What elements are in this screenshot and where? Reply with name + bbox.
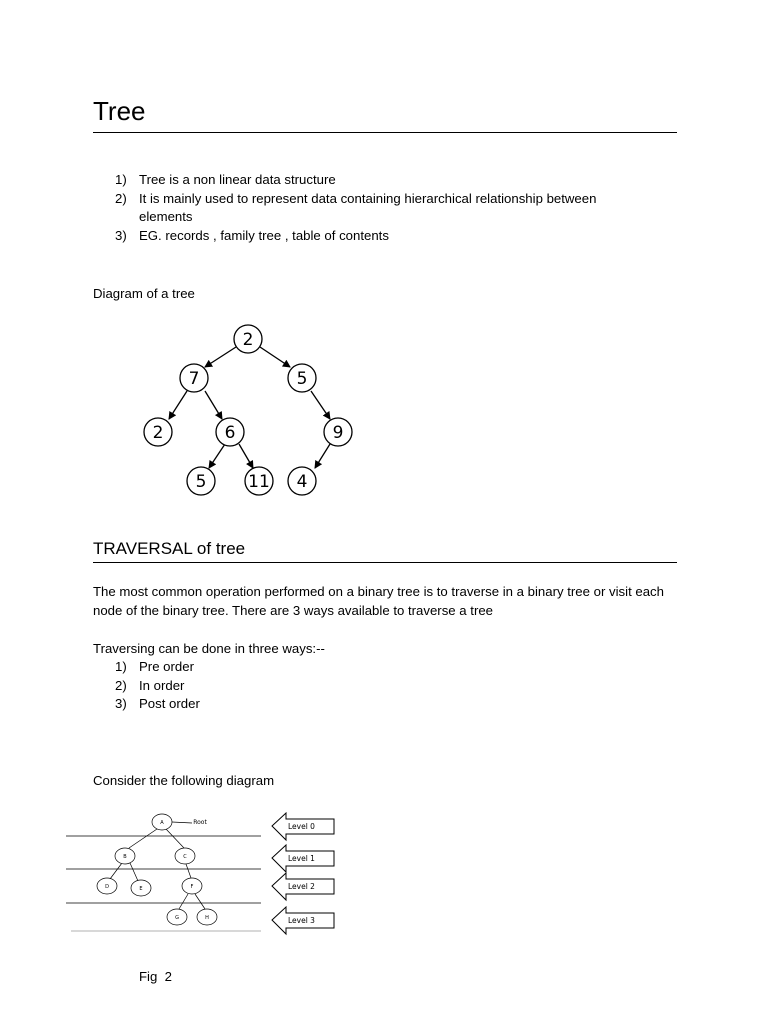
fig-edge (166, 829, 184, 848)
list-text: In order (139, 678, 185, 693)
section-rule (93, 562, 677, 563)
fig-edge (186, 864, 191, 878)
tree-node-label: 7 (188, 369, 200, 389)
tree-node-label: 11 (248, 472, 270, 492)
fig-node-label: G (175, 915, 179, 921)
consider-caption: Consider the following diagram (93, 773, 275, 788)
root-label: Root (193, 819, 207, 826)
tree-edge (205, 347, 236, 367)
list-number: 2) (115, 191, 127, 206)
fig-node-label: A (160, 820, 164, 826)
tree-edge (239, 444, 253, 468)
list-text: It is mainly used to represent data containing hierarchical relationship between elements (139, 191, 597, 224)
section-heading: TRAVERSAL of tree (93, 539, 246, 558)
list-number: 1) (115, 172, 127, 187)
tree-edge (315, 444, 330, 468)
fig-edge (195, 894, 205, 909)
tree-node-label: 5 (195, 472, 207, 492)
tree-node-label: 4 (296, 472, 308, 492)
fig-edge (129, 829, 157, 848)
fig-node-label: D (105, 884, 109, 890)
page-title: Tree (93, 96, 146, 126)
list-text: Post order (139, 696, 200, 711)
list-text: EG. records , family tree , table of contents (139, 228, 389, 243)
tree-node-label: 2 (242, 330, 254, 350)
fig-edge (110, 863, 122, 879)
tree-edge (209, 444, 225, 468)
root-pointer (172, 822, 192, 823)
levels-diagram (66, 808, 342, 936)
tree-diagram (130, 318, 370, 500)
list-number: 1) (115, 659, 127, 674)
fig-edge (130, 863, 138, 881)
tree-node-label: 6 (224, 423, 236, 443)
tree-edge (311, 391, 330, 419)
fig-node-label: E (139, 886, 143, 892)
tree-edge (169, 391, 187, 419)
list-text: Tree is a non linear data structure (139, 172, 336, 187)
traversal-intro: Traversing can be done in three ways:-- (93, 641, 325, 656)
title-rule (93, 132, 677, 133)
fig-node-label: F (190, 884, 194, 890)
traversal-paragraph: The most common operation performed on a binary tree is to traverse in a binary tree or visit each node of the binary tree. There are 3 ways available to traverse a tree (93, 584, 664, 618)
fig-node-label: C (183, 854, 187, 860)
tree-node-label: 2 (152, 423, 164, 443)
fig-edge (179, 894, 188, 909)
fig-node-label: B (123, 854, 127, 860)
level-label: Level 3 (288, 916, 315, 925)
list-number: 3) (115, 696, 127, 711)
list-text: Pre order (139, 659, 194, 674)
level-label: Level 0 (288, 822, 315, 831)
tree-edge (260, 347, 290, 367)
list-number: 2) (115, 678, 127, 693)
level-label: Level 2 (288, 882, 315, 891)
level-label: Level 1 (288, 854, 315, 863)
fig-node-label: H (205, 915, 209, 921)
tree-edge (205, 391, 222, 419)
list-number: 3) (115, 228, 127, 243)
tree-node-label: 9 (332, 423, 344, 443)
tree-node-label: 5 (296, 369, 308, 389)
diagram-caption: Diagram of a tree (93, 286, 195, 301)
figure-caption: Fig 2 (139, 969, 172, 984)
